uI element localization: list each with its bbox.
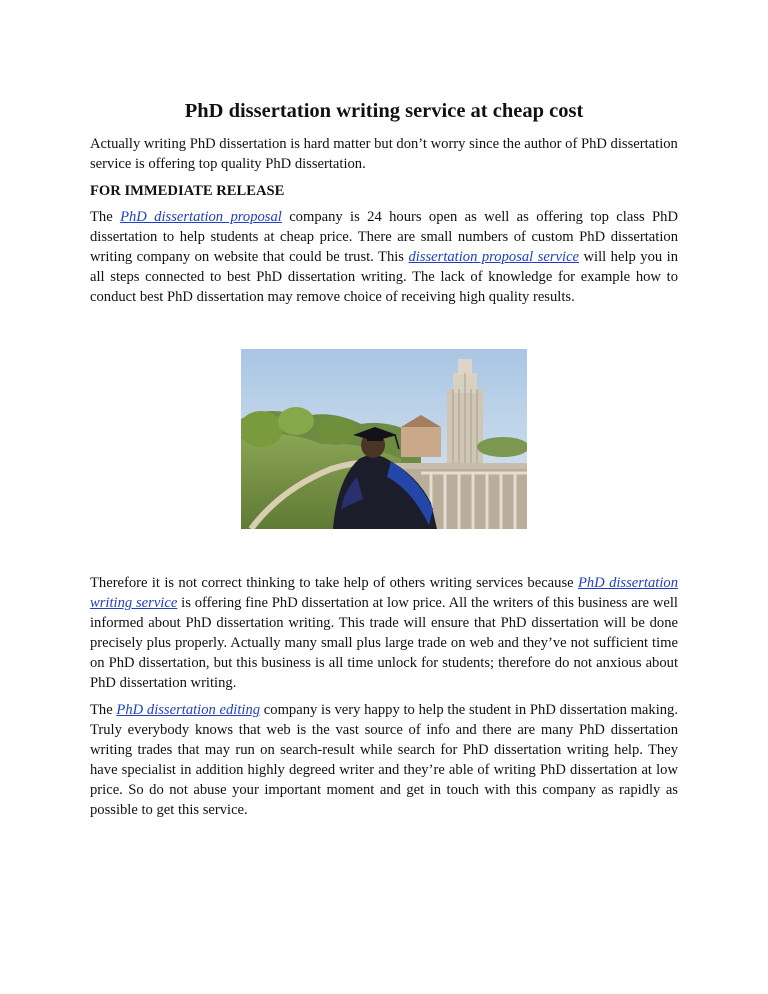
paragraph-2-text-a: Therefore it is not correct thinking to take help of others writing services because (90, 575, 578, 591)
graduate-photo (241, 349, 527, 529)
graduate-photo-icon (241, 349, 527, 529)
document-body (90, 98, 678, 827)
paragraph-2-text-b: is offering fine PhD dissertation at low price. All the writers of this business are well informed about PhD dissertation writing. This trade will ensure that PhD dissertation will be done precisely plus properly. Actually many small plus large trade on web and they’ve not sufficient time on PhD dissertation, but this business is all time unlock for students; therefore do not anxious about PhD dissertation writing. (90, 595, 678, 691)
release-heading: FOR IMMEDIATE RELEASE (90, 183, 285, 199)
paragraph-1 (90, 207, 678, 307)
intro-paragraph: Actually writing PhD dissertation is hard matter but don’t worry since the author of PhD dissertation service is offering top quality PhD dissertation. (90, 136, 678, 172)
paragraph-3-text-a: The (90, 702, 117, 718)
phd-dissertation-writing-service-link[interactable]: PhD dissertation writing service (90, 575, 678, 611)
page-title: PhD dissertation writing service at cheap cost (184, 100, 584, 122)
paragraph-2 (90, 573, 678, 693)
dissertation-proposal-service-link[interactable]: dissertation proposal service (408, 249, 580, 265)
paragraph-1-text-c: will help you in all steps connected to best PhD dissertation writing. The lack of knowledge for example how to conduct best PhD dissertation may remove choice of receiving high quality results. (90, 249, 679, 305)
paragraph-3-text-b: company is very happy to help the student in PhD dissertation making. Truly everybody knows that web is the vast source of info and there are many PhD dissertation writing trades that may run on search-result while search for PhD dissertation writing help. They have specialist in addition highly degreed writer and they’re able of writing PhD dissertation at low price. So do not abuse your important moment and get in touch with this company as rapidly as possible to get this service. (90, 702, 679, 818)
paragraph-1-text-a: The (90, 209, 121, 225)
phd-dissertation-editing-link[interactable]: PhD dissertation editing (116, 702, 261, 718)
paragraph-3 (90, 700, 678, 820)
paragraph-1-text-b: company is 24 hours open as well as offering top class PhD dissertation to help students at cheap price. There are small numbers of custom PhD dissertation writing company on website that could be trust. This (90, 209, 678, 265)
phd-dissertation-proposal-link[interactable]: PhD dissertation proposal (120, 209, 282, 225)
